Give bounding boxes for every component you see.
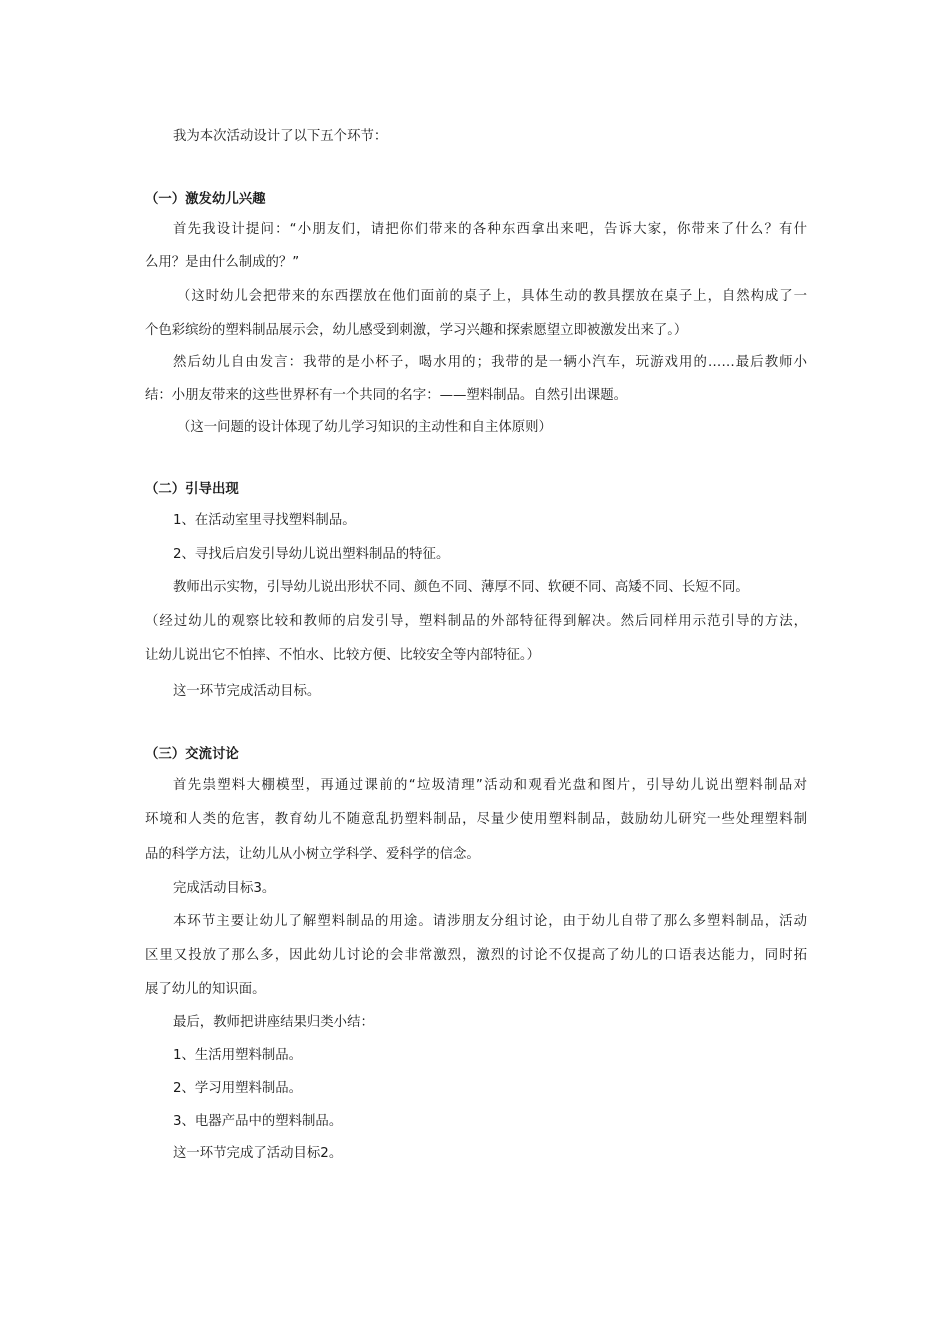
section-2-item-2: 2、寻找后启发引导幼儿说出塑料制品的特征。 (173, 547, 450, 562)
section-1-paragraph-3-line-1: 然后幼儿自由发言：我带的是小杯子，喝水用的；我带的是一辆小汽车，玩游戏用的……最后教师小 (173, 355, 807, 370)
section-1-paragraph-1-line-1: 首先我设计提问：“小朋友们，请把你们带来的各种东西拿出来吧，告诉大家，你带来了什么？有什 (173, 222, 807, 237)
section-3-paragraph-3-line-2: 区里又投放了那么多，因此幼儿讨论的会非常激烈，激烈的讨论不仅提高了幼儿的口语表达能力，同时拓 (145, 948, 807, 963)
section-2-heading: （二）引导出现 (145, 482, 239, 497)
section-3-item-1: 1、生活用塑料制品。 (173, 1048, 303, 1063)
section-2-paragraph-2-line-1: （经过幼儿的观察比较和教师的启发引导，塑料制品的外部特征得到解决。然后同样用示范引导的方法， (145, 614, 807, 629)
section-3-paragraph-1-line-1: 首先祟塑料大棚模型，再通过课前的“垃圾清理”活动和观看光盘和图片，引导幼儿说出塑料制品对 (173, 778, 807, 793)
section-2-item-1: 1、在活动室里寻找塑料制品。 (173, 513, 356, 528)
section-2-paragraph-2-line-2: 让幼儿说出它不怕摔、不怕水、比较方便、比较安全等内部特征。） (145, 648, 541, 663)
section-3-paragraph-4: 最后，教师把讲座结果归类小结： (173, 1015, 374, 1030)
section-3-paragraph-1-line-3: 品的科学方法，让幼儿从小树立学科学、爱科学的信念。 (145, 847, 480, 862)
section-3-paragraph-1-line-2: 环境和人类的危害，教育幼儿不随意乱扔塑料制品，尽量少使用塑料制品，鼓励幼儿研究一些处理塑料制 (145, 812, 807, 827)
section-1-heading: （一）激发幼儿兴趣 (145, 192, 266, 207)
section-2-paragraph-3: 这一环节完成活动目标。 (173, 684, 321, 699)
section-1-paragraph-3-line-2: 结：小朋友带来的这些世界杯有一个共同的名字：——塑料制品。自然引出课题。 (145, 388, 628, 403)
section-2-paragraph-1: 教师出示实物，引导幼儿说出形状不同、颜色不同、薄厚不同、软硬不同、高矮不同、长短不同。 (173, 580, 749, 595)
section-3-paragraph-3-line-3: 展了幼儿的知识面。 (145, 982, 266, 997)
section-3-paragraph-2: 完成活动目标3。 (173, 881, 276, 896)
intro-paragraph: 我为本次活动设计了以下五个环节： (173, 129, 388, 144)
section-3-heading: （三）交流讨论 (145, 747, 239, 762)
section-1-paragraph-1-line-2: 么用？是由什么制成的？” (145, 255, 300, 270)
section-3-paragraph-5: 这一环节完成了活动目标2。 (173, 1146, 343, 1161)
section-1-paragraph-4: （这一问题的设计体现了幼儿学习知识的主动性和自主体原则） (177, 420, 552, 435)
section-3-paragraph-3-line-1: 本环节主要让幼儿了解塑料制品的用途。请涉朋友分组讨论，由于幼儿自带了那么多塑料制品，活动 (173, 914, 807, 929)
section-3-item-2: 2、学习用塑料制品。 (173, 1081, 303, 1096)
section-3-item-3: 3、电器产品中的塑料制品。 (173, 1114, 343, 1129)
section-1-paragraph-2-line-2: 个色彩缤纷的塑料制品展示会，幼儿感受到刺激，学习兴趣和探索愿望立即被激发出来了。） (145, 323, 688, 338)
section-1-paragraph-2-line-1: （这时幼儿会把带来的东西摆放在他们面前的桌子上，具体生动的教具摆放在桌子上，自然构成了一 (177, 289, 807, 304)
